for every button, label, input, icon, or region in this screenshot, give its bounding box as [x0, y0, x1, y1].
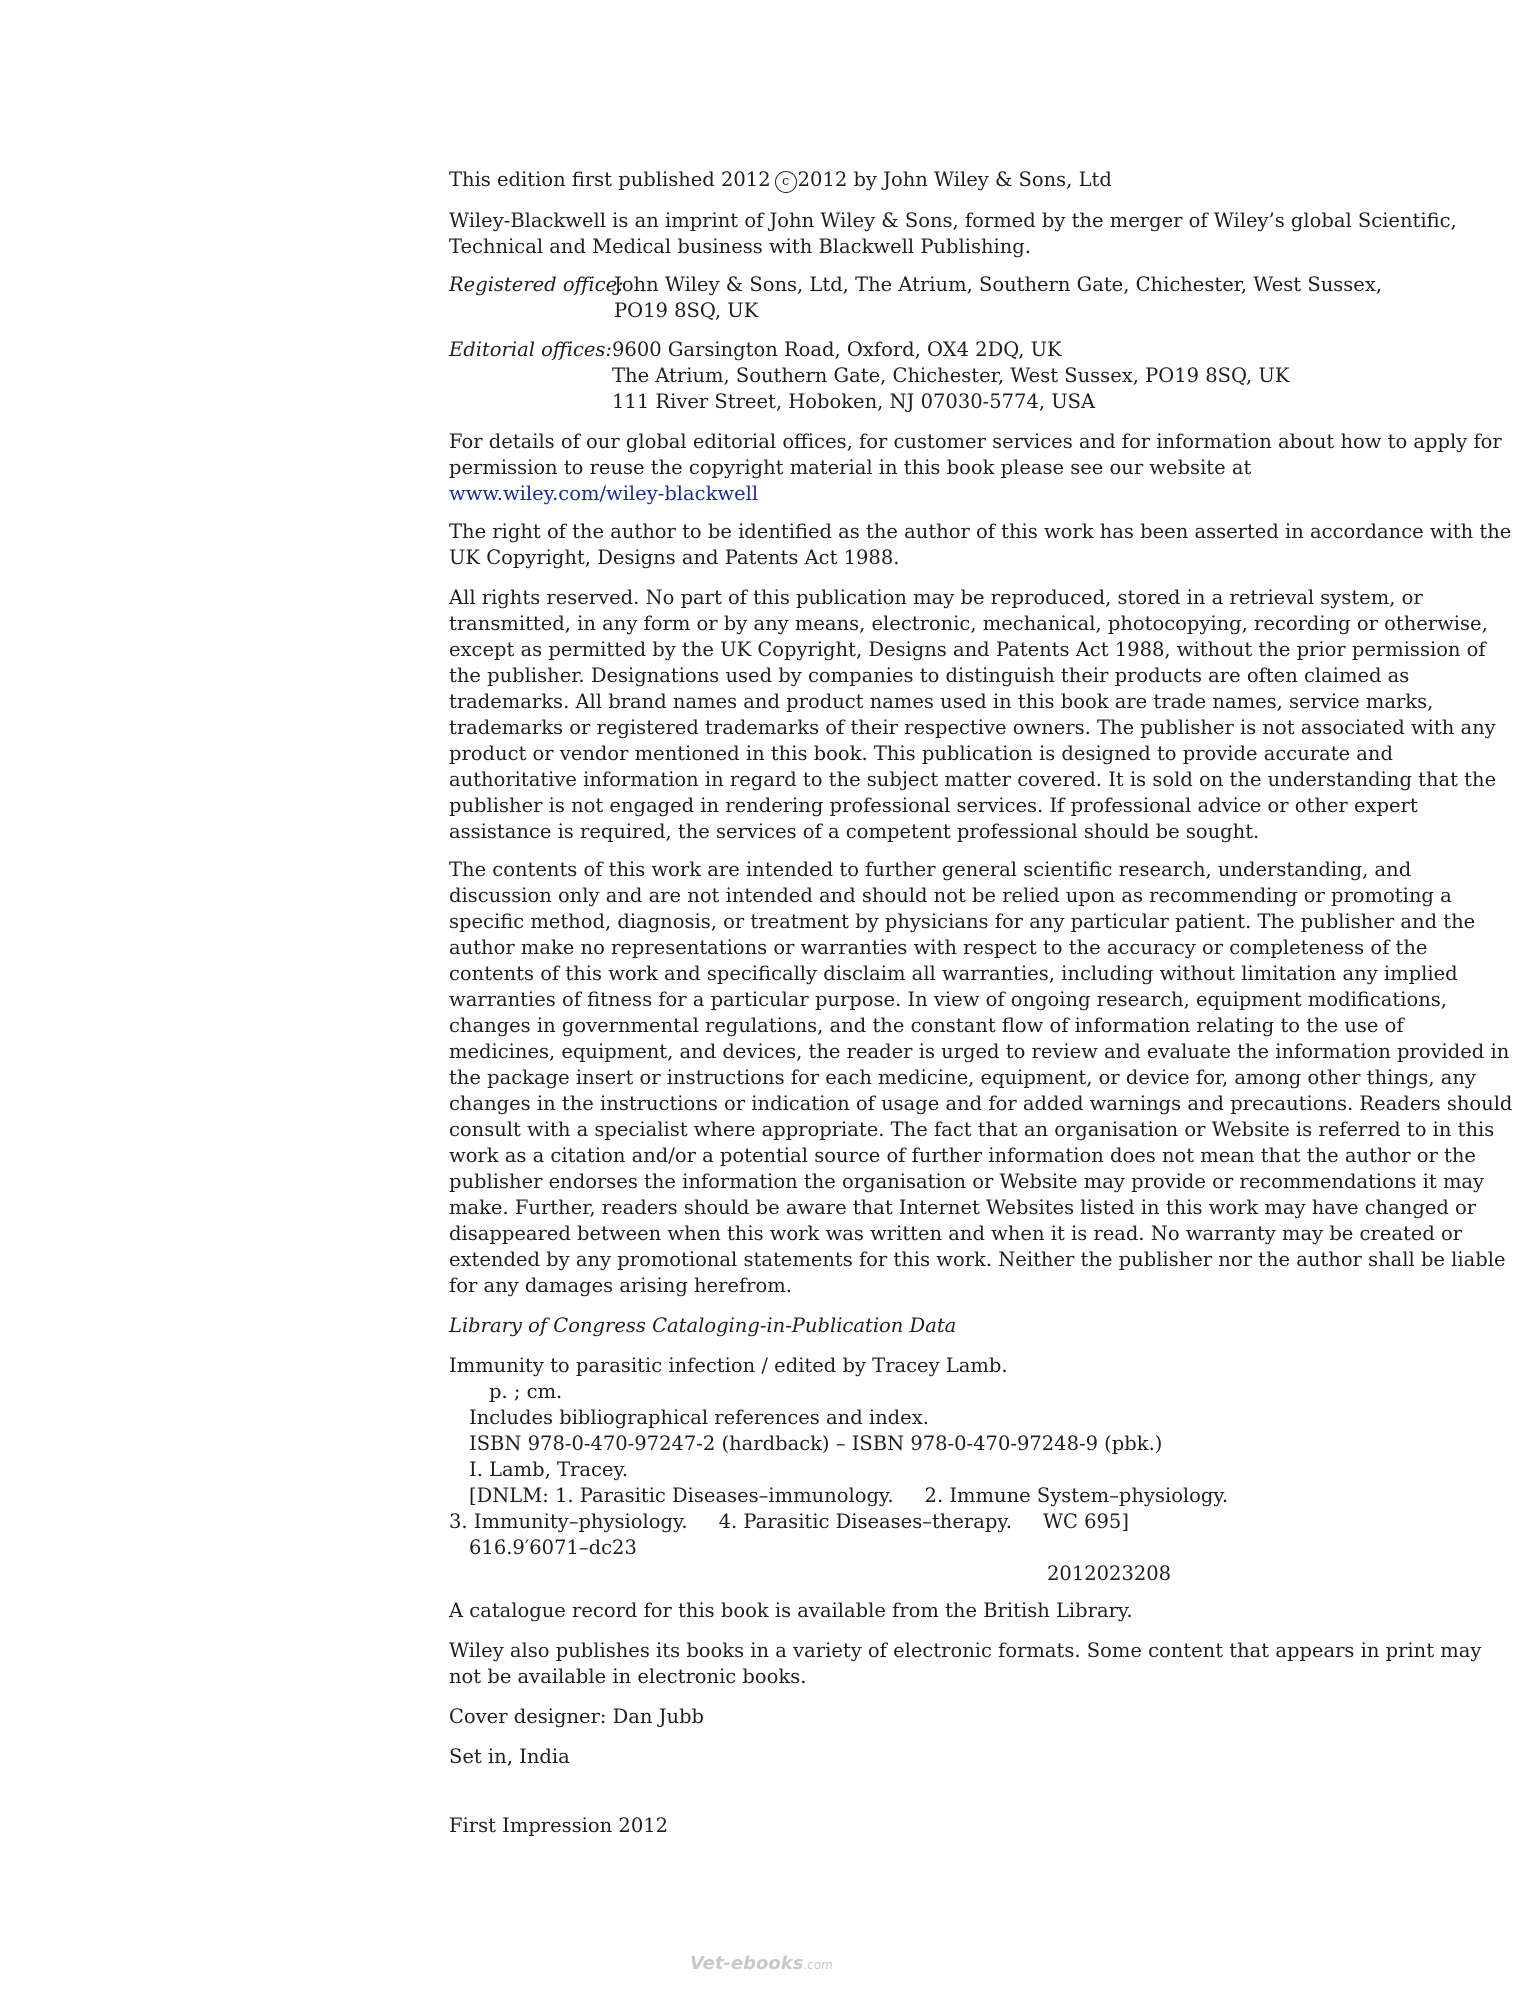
watermark-name: Vet-ebooks — [690, 1953, 804, 1974]
paragraph-line: medicines, equipment, and devices, the reader is urged to review and evaluate the information provided in — [449, 1040, 1510, 1063]
catalogue-record-text: A catalogue record for this book is available from the British Library. — [449, 1599, 1133, 1622]
address-line: PO19 8SQ, UK — [614, 299, 759, 322]
paragraph-line: publisher endorses the information the organisation or Website may provide or recommendations it may — [449, 1170, 1485, 1193]
cip-dnlm-line-1: [DNLM: 1. Parasitic Diseases–immunology. 2. Immune System–physiology. — [469, 1484, 1229, 1507]
paragraph-line: make. Further, readers should be aware that Internet Websites listed in this work may have changed or — [449, 1196, 1477, 1219]
catalogue-record — [449, 1598, 1409, 1624]
editorial-offices-address — [612, 337, 1289, 415]
details-line: permission to reuse the copyright material in this book please see our website at — [449, 456, 1252, 479]
paragraph-line: discussion only and are not intended and should not be relied upon as recommending or promoting a — [449, 884, 1452, 907]
paragraph-line: consult with a specialist where appropriate. The fact that an organisation or Website is referred to in this — [449, 1118, 1495, 1141]
paragraph-line: specific method, diagnosis, or treatment by physicians for any particular patient. The publisher and the — [449, 910, 1476, 933]
paragraph-line: publisher is not engaged in rendering professional services. If professional advice or other expert — [449, 794, 1418, 817]
edition-text: This edition first published 2012 — [449, 168, 771, 191]
paragraph-line: the publisher. Designations used by companies to distinguish their products are often claimed as — [449, 664, 1410, 687]
paragraph-line: work as a citation and/or a potential source of further information does not mean that the author or the — [449, 1144, 1476, 1167]
paragraph-line: transmitted, in any form or by any means, electronic, mechanical, photocopying, recording or otherwise, — [449, 612, 1488, 635]
registered-office — [449, 272, 1409, 324]
address-line: 9600 Garsington Road, Oxford, OX4 2DQ, UK — [612, 338, 1062, 361]
cip-editor: I. Lamb, Tracey. — [469, 1458, 629, 1481]
paragraph-line: not be available in electronic books. — [449, 1665, 807, 1688]
cip-dnlm-line-2: 3. Immunity–physiology. 4. Parasitic Diseases–therapy. WC 695] — [449, 1510, 1129, 1533]
paragraph-line: authoritative information in regard to the subject matter covered. It is sold on the understanding that the — [449, 768, 1497, 791]
cip-isbn: ISBN 978-0-470-97247-2 (hardback) – ISBN 978-0-470-97248-9 (pbk.) — [469, 1432, 1163, 1455]
paragraph-line: author make no representations or warranties with respect to the accuracy or completeness of the — [449, 936, 1428, 959]
set-in-text: Set in, India — [449, 1745, 570, 1768]
editorial-offices — [449, 337, 1409, 415]
watermark-logo — [690, 1953, 833, 1976]
paragraph-line: The contents of this work are intended to further general scientific research, understanding, and — [449, 858, 1412, 881]
registered-office-address — [614, 272, 1382, 324]
imprint-line: Technical and Medical business with Blackwell Publishing. — [449, 235, 1031, 258]
editorial-offices-label: Editorial offices: — [449, 338, 612, 361]
cip-record — [449, 1353, 1409, 1593]
paragraph-line: Wiley also publishes its books in a variety of electronic formats. Some content that appears in print may — [449, 1639, 1482, 1662]
watermark-domain: .com — [803, 1958, 833, 1972]
first-impression-text: First Impression 2012 — [449, 1814, 669, 1837]
edition-holder: 2012 by John Wiley & Sons, Ltd — [797, 168, 1112, 191]
edition-line — [449, 167, 1409, 193]
rights-reserved-paragraph — [449, 585, 1497, 845]
cover-designer-text: Cover designer: Dan Jubb — [449, 1705, 705, 1728]
paragraph-line: except as permitted by the UK Copyright, Designs and Patents Act 1988, without the prior permission of — [449, 638, 1486, 661]
cip-classification: 616.9′6071–dc23 — [469, 1536, 637, 1559]
details-paragraph — [449, 429, 1502, 507]
paragraph-line: contents of this work and specifically disclaim all warranties, including without limitation any implied — [449, 962, 1458, 985]
paragraph-line: assistance is required, the services of a competent professional should be sought. — [449, 820, 1260, 843]
cip-heading-text: Library of Congress Cataloging-in-Publication Data — [449, 1314, 957, 1337]
imprint-line: Wiley-Blackwell is an imprint of John Wiley & Sons, formed by the merger of Wiley’s global Scientific, — [449, 209, 1457, 232]
electronic-formats-paragraph — [449, 1638, 1482, 1690]
right-of-author-paragraph — [449, 519, 1512, 571]
paragraph-line: changes in the instructions or indication of usage and for added warnings and precautions. Readers should — [449, 1092, 1513, 1115]
paragraph-line: UK Copyright, Designs and Patents Act 1988. — [449, 546, 900, 569]
cip-lccn: 2012023208 — [1047, 1562, 1172, 1585]
copyright-symbol: c — [775, 171, 797, 193]
imprint-paragraph — [449, 208, 1457, 260]
cover-designer — [449, 1704, 1409, 1730]
website-link[interactable]: www.wiley.com/wiley-blackwell — [449, 482, 759, 505]
paragraph-line: changes in governmental regulations, and the constant flow of information relating to the use of — [449, 1014, 1404, 1037]
cip-physical: p. ; cm. — [489, 1380, 563, 1403]
registered-office-label: Registered office: — [449, 273, 624, 296]
paragraph-line: All rights reserved. No part of this publication may be reproduced, stored in a retrieval system, or — [449, 586, 1423, 609]
paragraph-line: extended by any promotional statements for this work. Neither the publisher nor the author shall be liable — [449, 1248, 1506, 1271]
address-line: John Wiley & Sons, Ltd, The Atrium, Southern Gate, Chichester, West Sussex, — [614, 273, 1383, 296]
cip-title-line: Immunity to parasitic infection / edited by Tracey Lamb. — [449, 1354, 1008, 1377]
paragraph-line: trademarks or registered trademarks of their respective owners. The publisher is not associated with any — [449, 716, 1496, 739]
address-line: 111 River Street, Hoboken, NJ 07030-5774, USA — [612, 390, 1096, 413]
paragraph-line: The right of the author to be identified as the author of this work has been asserted in accordance with the — [449, 520, 1512, 543]
cip-heading — [449, 1313, 1409, 1339]
set-in — [449, 1744, 1409, 1770]
paragraph-line: disappeared between when this work was written and when it is read. No warranty may be created or — [449, 1222, 1463, 1245]
paragraph-line: trademarks. All brand names and product names used in this book are trade names, service marks, — [449, 690, 1434, 713]
details-line: For details of our global editorial offices, for customer services and for information about how to apply for — [449, 430, 1502, 453]
disclaimer-paragraph — [449, 857, 1513, 1299]
paragraph-line: product or vendor mentioned in this book. This publication is designed to provide accurate and — [449, 742, 1393, 765]
first-impression — [449, 1813, 1409, 1839]
cip-bibliography: Includes bibliographical references and index. — [469, 1406, 929, 1429]
paragraph-line: the package insert or instructions for each medicine, equipment, or device for, among other things, any — [449, 1066, 1476, 1089]
paragraph-line: for any damages arising herefrom. — [449, 1274, 792, 1297]
paragraph-line: warranties of fitness for a particular purpose. In view of ongoing research, equipment modifications, — [449, 988, 1448, 1011]
address-line: The Atrium, Southern Gate, Chichester, West Sussex, PO19 8SQ, UK — [612, 364, 1290, 387]
